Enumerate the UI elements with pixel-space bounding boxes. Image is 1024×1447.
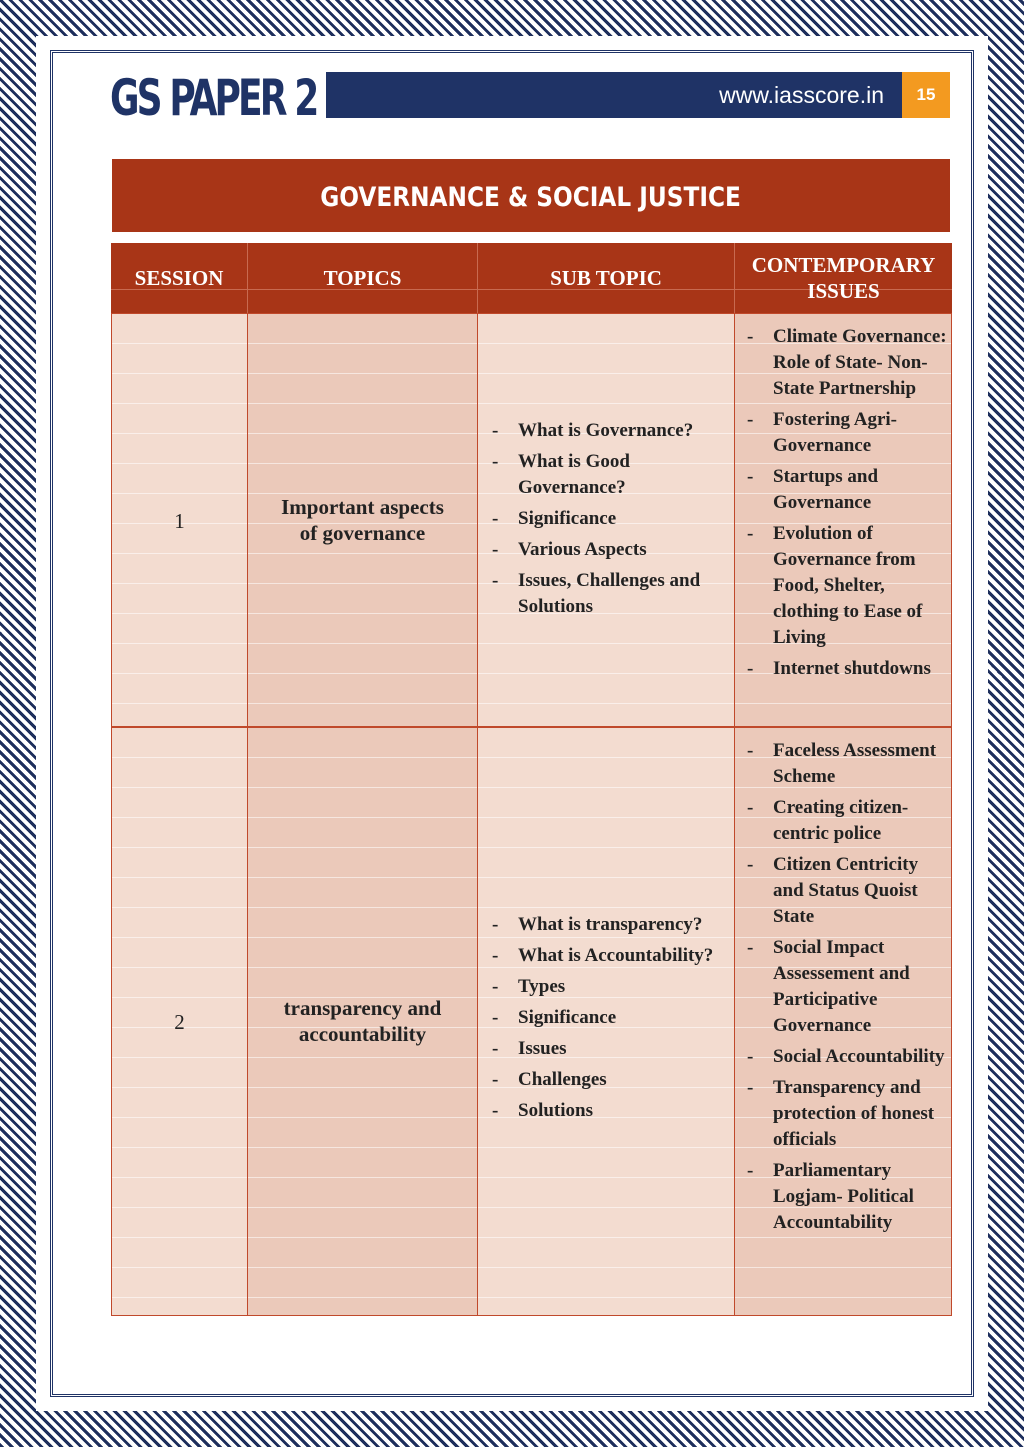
table-row: [111, 313, 952, 727]
topic-line: accountability: [298, 1022, 427, 1046]
list-item: - Issues: [492, 1036, 726, 1062]
topic-line: transparency and: [283, 996, 442, 1020]
list-item: - Internet shutdowns: [747, 656, 947, 682]
sub-topic-list: [492, 418, 726, 625]
list-item: - Types: [492, 974, 726, 1000]
issues-list: [747, 738, 947, 1241]
topic-line: Important aspects: [281, 495, 444, 519]
list-item: - Faceless Assessment Scheme: [747, 738, 947, 790]
list-item: - Startups and Governance: [747, 464, 947, 516]
topic-text: [258, 494, 467, 546]
topic-text: [258, 995, 467, 1047]
list-item: - What is Good Governance?: [492, 449, 726, 501]
list-item: - Significance: [492, 506, 726, 532]
session-cell: [111, 727, 248, 1316]
list-item: - Transparency and protection of honest officials: [747, 1075, 947, 1153]
table-header: [111, 243, 952, 313]
list-item: - Issues, Challenges and Solutions: [492, 568, 726, 620]
site-url[interactable]: www.iasscore.in: [719, 82, 884, 108]
topic-line: of governance: [299, 521, 426, 545]
list-item: - What is Accountability?: [492, 943, 726, 969]
topic-cell: [247, 727, 478, 1316]
issues-cell: [734, 727, 952, 1316]
list-item: - Parliamentary Logjam- Political Accountability: [747, 1158, 947, 1236]
session-number: 1: [174, 509, 185, 533]
header-issues: [735, 243, 952, 313]
list-item: - Solutions: [492, 1098, 726, 1124]
section-title: GOVERNANCE & SOCIAL JUSTICE: [320, 182, 742, 213]
topic-cell: [247, 313, 478, 727]
header-issues-line2: ISSUES: [807, 279, 880, 303]
header-topics: TOPICS: [248, 243, 478, 313]
session-cell: [111, 313, 248, 727]
list-item: - Climate Governance: Role of State- Non-State Partnership: [747, 324, 947, 402]
session-number: 2: [174, 1010, 185, 1034]
header-title: GS PAPER 2: [110, 69, 317, 127]
sub-topic-list: [492, 912, 726, 1129]
list-item: - Social Impact Assessement and Participative Governance: [747, 935, 947, 1039]
table-row: [111, 727, 952, 1316]
page: [36, 36, 988, 1411]
header-issues-line1: CONTEMPORARY: [751, 253, 936, 277]
header-sub-topic: SUB TOPIC: [478, 243, 735, 313]
list-item: - Challenges: [492, 1067, 726, 1093]
syllabus-table: [111, 243, 952, 1315]
list-item: - Creating citizen-centric police: [747, 795, 947, 847]
sub-topic-cell: [477, 727, 735, 1316]
list-item: - What is Governance?: [492, 418, 726, 444]
section-banner: [112, 159, 950, 232]
issues-cell: [734, 313, 952, 727]
issues-list: [747, 324, 947, 687]
list-item: - Evolution of Governance from Food, Shelter, clothing to Ease of Living: [747, 521, 947, 651]
page-number: 15: [902, 72, 950, 118]
header-bar: [326, 72, 902, 118]
list-item: - Various Aspects: [492, 537, 726, 563]
list-item: - Significance: [492, 1005, 726, 1031]
list-item: - Social Accountability: [747, 1044, 947, 1070]
sub-topic-cell: [477, 313, 735, 727]
list-item: - Fostering Agri-Governance: [747, 407, 947, 459]
list-item: - What is transparency?: [492, 912, 726, 938]
header-session: SESSION: [111, 243, 248, 313]
list-item: - Citizen Centricity and Status Quoist State: [747, 852, 947, 930]
